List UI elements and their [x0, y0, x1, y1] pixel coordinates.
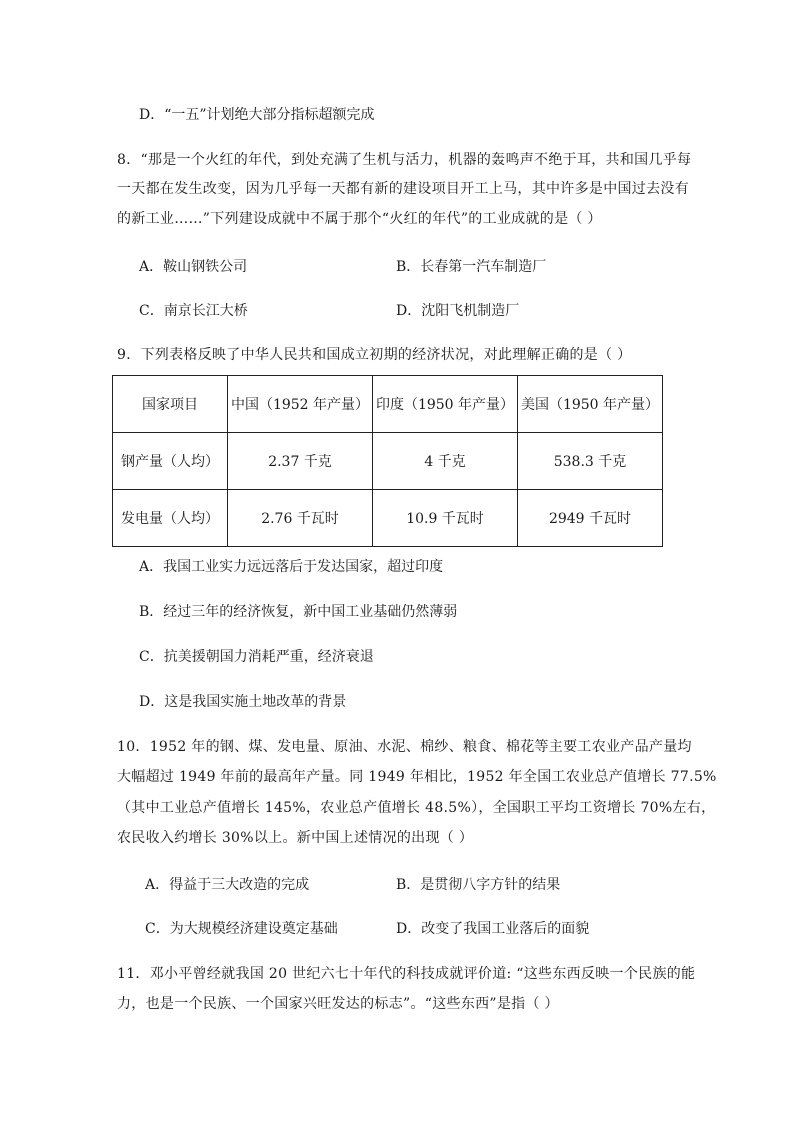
- question-8-option-d: D．沈阳飞机制造厂: [396, 303, 520, 319]
- table-header-row: [113, 376, 663, 433]
- question-10-line-1: 10．1952 年的钢、煤、发电量、原油、水泥、棉纱、粮食、棉花等主要工农业产品产量均: [117, 739, 692, 755]
- table-cell: 2949 千瓦时: [518, 490, 663, 547]
- question-11-line-1: 11．邓小平曾经就我国 20 世纪六七十年代的科技成就评价道: “这些东西反映一个民族的能: [117, 966, 696, 982]
- question-8-line-1: 8．“那是一个火红的年代，到处充满了生机与活力，机器的轰鸣声不绝于耳，共和国几乎每: [117, 152, 692, 168]
- table-row: [113, 490, 663, 547]
- question-8-line-3: 的新工业……”下列建设成就中不属于那个“火红的年代”的工业成就的是（ ）: [117, 211, 602, 227]
- table-cell: 2.76 千瓦时: [228, 490, 373, 547]
- table-header-cell: 美国（1950 年产量）: [518, 376, 663, 433]
- question-8-line-2: 一天都在发生改变，因为几乎每一天都有新的建设项目开工上马，其中许多是中国过去没有: [117, 181, 689, 197]
- question-9-option-d: D．这是我国实施土地改革的背景: [139, 694, 347, 710]
- question-10-option-a: A．得益于三大改造的完成: [145, 877, 310, 893]
- table-header-cell: 印度（1950 年产量）: [373, 376, 518, 433]
- question-9-stem: 9．下列表格反映了中华人民共和国成立初期的经济状况，对此理解正确的是（ ）: [117, 347, 632, 363]
- question-10-line-3: （其中工业总产值增长 145%，农业总产值增长 48.5%），全国职工平均工资增长 70%左右，: [117, 800, 716, 816]
- question-9-option-a: A．我国工业实力远远落后于发达国家，超过印度: [139, 559, 444, 575]
- table-row: [113, 433, 663, 490]
- economy-table: [112, 375, 662, 547]
- table-cell: 10.9 千瓦时: [373, 490, 518, 547]
- table-cell: 钢产量（人均）: [113, 433, 228, 490]
- question-9-option-b: B．经过三年的经济恢复，新中国工业基础仍然薄弱: [139, 604, 458, 620]
- table-cell: 发电量（人均）: [113, 490, 228, 547]
- table-cell: 4 千克: [373, 433, 518, 490]
- table-cell: 2.37 千克: [228, 433, 373, 490]
- table-header-cell: 中国（1952 年产量）: [228, 376, 373, 433]
- question-10-line-4: 农民收入约增长 30%以上。新中国上述情况的出现（ ）: [117, 830, 474, 846]
- question-10-option-c: C．为大规模经济建设奠定基础: [145, 921, 338, 937]
- question-10-option-b: B．是贯彻八字方针的结果: [396, 877, 561, 893]
- question-8-option-b: B．长春第一汽车制造厂: [396, 259, 547, 275]
- question-8-option-a: A．鞍山钢铁公司: [139, 259, 248, 275]
- question-7-option-d: D．“一五”计划绝大部分指标超额完成: [139, 107, 375, 123]
- question-10-line-2: 大幅超过 1949 年前的最高年产量。同 1949 年相比，1952 年全国工农业总产值增长 77.5%: [117, 769, 717, 785]
- question-8-option-c: C．南京长江大桥: [139, 303, 248, 319]
- table-header-cell: 国家项目: [113, 376, 228, 433]
- question-10-option-d: D．改变了我国工业落后的面貌: [396, 921, 590, 937]
- question-11-line-2: 力，也是一个民族、一个国家兴旺发达的标志”。“这些东西”是指（ ）: [117, 996, 559, 1012]
- question-9-option-c: C．抗美援朝国力消耗严重，经济衰退: [139, 649, 374, 665]
- table-cell: 538.3 千克: [518, 433, 663, 490]
